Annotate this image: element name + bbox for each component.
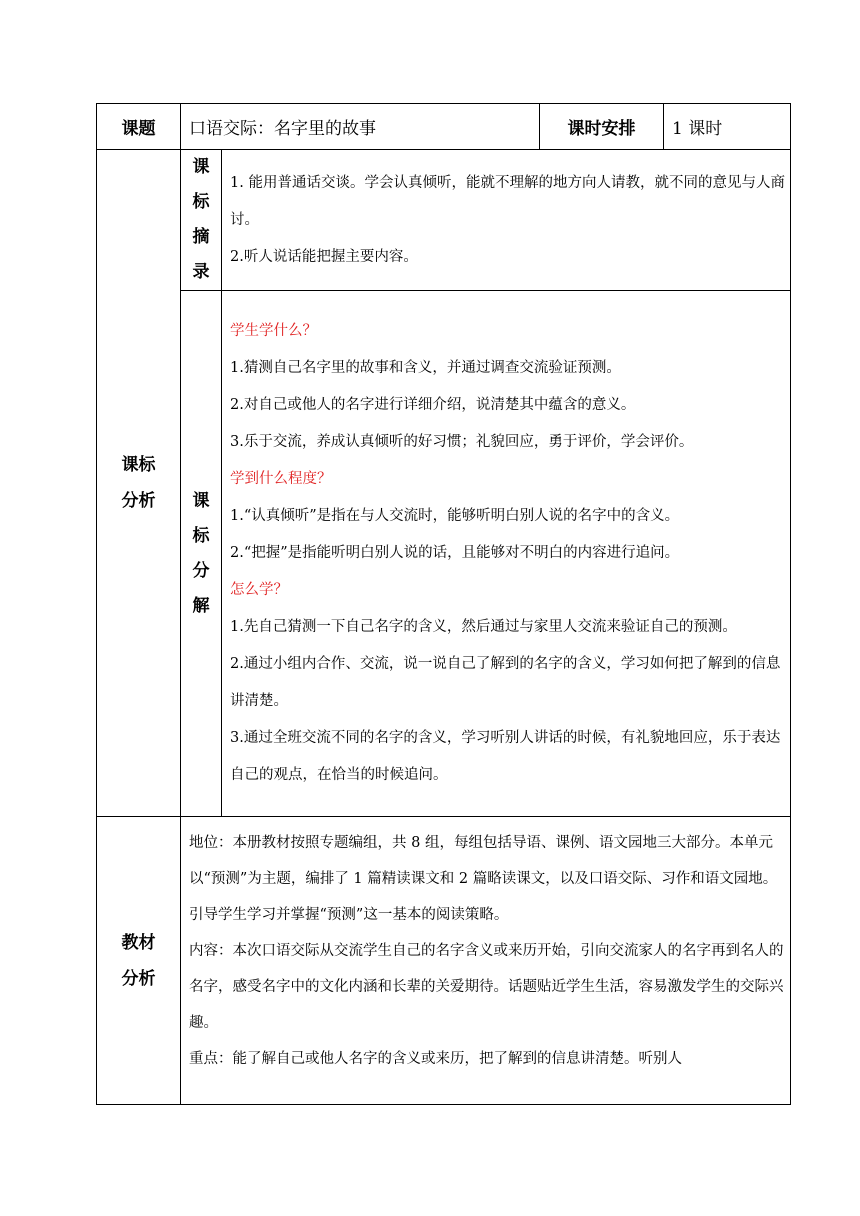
breakdown-item: 1.先自己猜测一下自己名字的含义，然后通过与家里人交流来验证自己的预测。 xyxy=(230,619,737,635)
topic-value: 口语交际：名字里的故事 xyxy=(181,104,540,150)
curriculum-analysis-label-line2: 分析 xyxy=(121,491,156,511)
excerpt-label xyxy=(181,150,222,291)
textbook-analysis-label-line2: 分析 xyxy=(121,968,156,989)
breakdown-item: 1.猜测自己名字里的故事和含义，并通过调查交流验证预测。 xyxy=(230,360,621,376)
breakdown-item: 3.通过全班交流不同的名字的含义，学习听别人讲话的时候，有礼貌地回应，乐于表达自己的观点，在恰当的时候追问。 xyxy=(230,730,781,783)
breakdown-content xyxy=(222,291,791,817)
topic-label: 课题 xyxy=(97,104,181,150)
breakdown-label-char: 课 xyxy=(192,490,210,511)
textbook-analysis-label xyxy=(97,817,181,1105)
excerpt-label-char: 课 xyxy=(192,157,210,177)
question-heading: 学生学什么？ xyxy=(230,323,317,339)
curriculum-analysis-label-line1: 课标 xyxy=(121,455,156,475)
breakdown-item: 3.乐于交流，养成认真倾听的好习惯；礼貌回应，勇于评价，学会评价。 xyxy=(230,434,694,450)
curriculum-analysis-label xyxy=(97,150,181,817)
textbook-analysis-label-line1: 教材 xyxy=(121,932,156,953)
lesson-plan-table xyxy=(96,103,791,1105)
textbook-row xyxy=(97,817,791,1105)
breakdown-label-char: 解 xyxy=(192,595,210,616)
breakdown-item: 2.对自己或他人的名字进行详细介绍，说清楚其中蕴含的意义。 xyxy=(230,397,636,413)
textbook-focus: 重点：能了解自己或他人名字的含义或来历，把了解到的信息讲清楚。听别人 xyxy=(189,1051,682,1067)
textbook-content xyxy=(181,817,791,1105)
question-heading: 怎么学？ xyxy=(230,582,288,598)
header-row xyxy=(97,104,791,150)
excerpt-label-char: 录 xyxy=(192,262,210,282)
textbook-position: 地位：本册教材按照专题编组，共 8 组，每组包括导语、课例、语文园地三大部分。本单元以“预测”为主题，编排了 1 篇精读课文和 2 篇略读课文，以及口语交际、习作和语文园地。引导学生学习并掌握“预测”这一基本的阅读策略。 xyxy=(189,835,778,923)
question-heading: 学到什么程度？ xyxy=(230,471,332,487)
excerpt-label-char: 标 xyxy=(192,192,210,212)
excerpt-content xyxy=(222,150,791,291)
period-value: 1 课时 xyxy=(664,104,791,150)
textbook-content-desc: 内容：本次口语交际从交流学生自己的名字含义或来历开始，引向交流家人的名字再到名人的名字，感受名字中的文化内涵和长辈的关爱期待。话题贴近学生生活，容易激发学生的交际兴趣。 xyxy=(189,943,784,1031)
breakdown-item: 2.通过小组内合作、交流，说一说自己了解到的名字的含义，学习如何把了解到的信息讲清楚。 xyxy=(230,656,781,709)
breakdown-label-char: 标 xyxy=(192,525,210,546)
excerpt-line: 1. 能用普通话交谈。学会认真倾听，能就不理解的地方向人请教，就不同的意见与人商讨。 xyxy=(230,174,785,228)
breakdown-item: 2.“把握”是指能听明白别人说的话，且能够对不明白的内容进行追问。 xyxy=(230,545,680,561)
breakdown-item: 1.“认真倾听”是指在与人交流时，能够听明白别人说的名字中的含义。 xyxy=(230,508,680,524)
breakdown-label-char: 分 xyxy=(192,560,210,581)
breakdown-label xyxy=(181,291,222,817)
excerpt-line: 2.听人说话能把握主要内容。 xyxy=(230,248,418,265)
period-label: 课时安排 xyxy=(540,104,664,150)
excerpt-row xyxy=(97,150,791,291)
excerpt-label-char: 摘 xyxy=(192,227,210,247)
breakdown-row xyxy=(97,291,791,817)
